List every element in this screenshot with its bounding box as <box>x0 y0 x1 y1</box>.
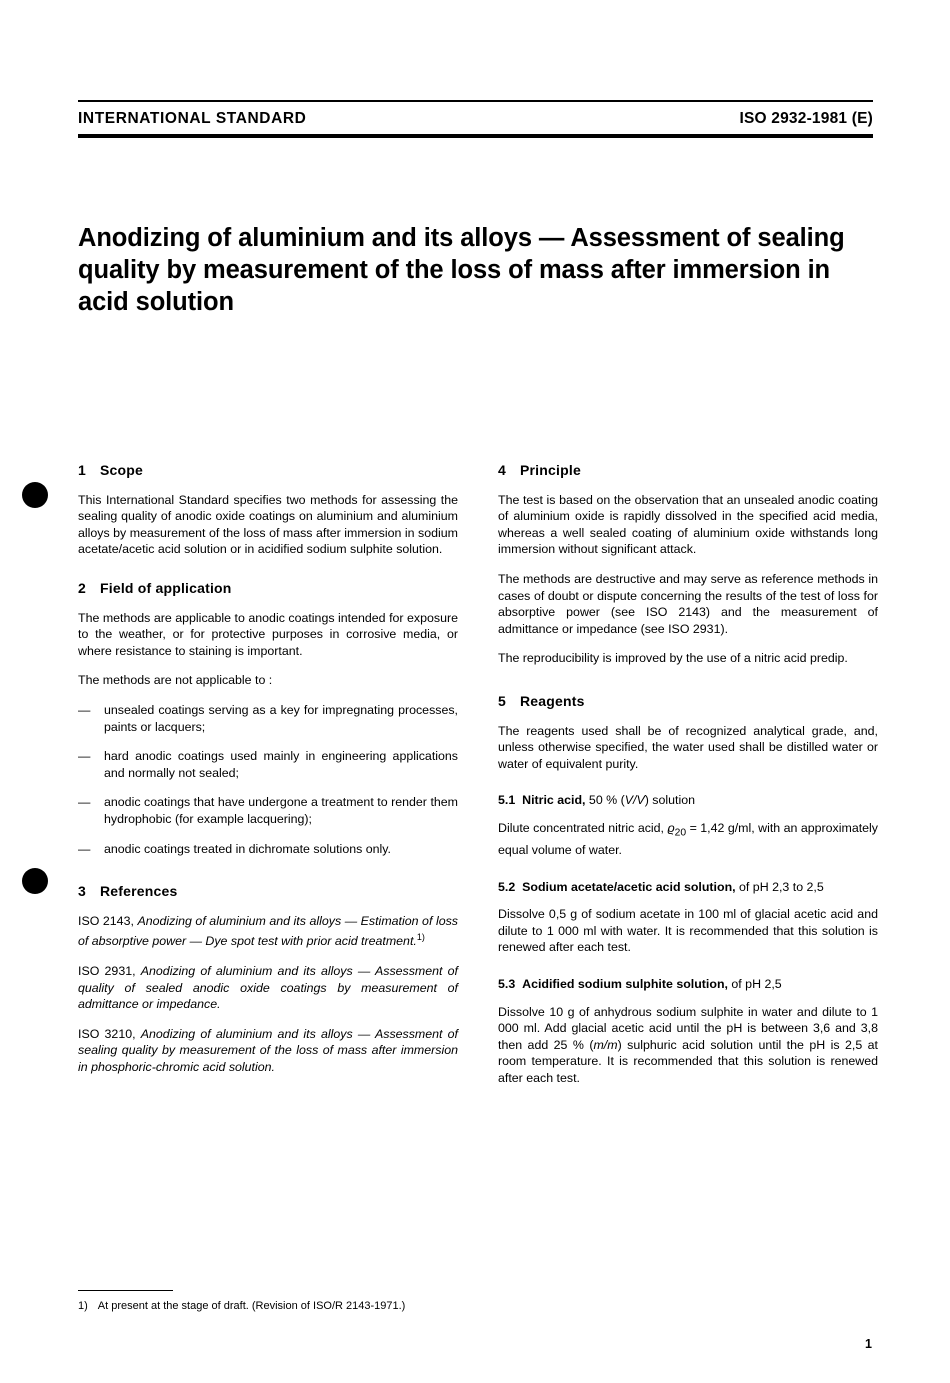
footnote-text: At present at the stage of draft. (Revision of ISO/R 2143-1971.) <box>97 1300 406 1312</box>
reference-entry <box>78 913 458 950</box>
subsection-title: Nitric acid, <box>522 793 586 808</box>
reference-entry <box>78 1026 458 1076</box>
body-columns <box>78 462 878 1100</box>
section-number: 2 <box>78 579 86 596</box>
section-heading-reagents <box>498 693 878 710</box>
dash-marker: — <box>78 702 91 717</box>
subsection-title-symbol: V/V <box>624 793 645 808</box>
section-title: References <box>100 883 178 900</box>
section-number: 1 <box>78 462 86 478</box>
reference-title: Anodizing of aluminium and its alloys — Assessment of sealing quality by measurement of the loss of mass after immersion in phosphoric-chromic acid solution. <box>78 1026 458 1074</box>
section-title: Field of application <box>100 579 232 596</box>
subsection-heading-nitric-acid <box>498 792 878 809</box>
subsection-title: Sodium acetate/acetic acid solution, <box>522 879 736 894</box>
section-title: Principle <box>520 462 581 478</box>
left-column <box>78 462 458 1100</box>
standard-number-label: ISO 2932-1981 (E) <box>739 110 873 127</box>
list-item <box>78 794 458 827</box>
margin-dot-icon <box>22 868 48 894</box>
reference-entry <box>78 963 458 1013</box>
principle-paragraph-2: The methods are destructive and may serve as reference methods in cases of doubt or dispute concerning the results of the test of loss for absorptive power (see ISO 2143) and the measurement of admittance or impedance (see ISO 2931). <box>498 571 878 636</box>
page-header <box>78 100 873 138</box>
list-item-text: anodic coatings treated in dichromate solutions only. <box>104 841 391 856</box>
section-number: 3 <box>78 883 86 900</box>
field-paragraph-2: The methods are not applicable to : <box>78 673 273 688</box>
reference-title: Anodizing of aluminium and its alloys — Estimation of loss of absorptive power — Dye spot test with prior acid treatment. <box>78 913 458 949</box>
mass-fraction-symbol: m/m <box>593 1037 618 1052</box>
list-item <box>78 702 458 735</box>
subsection-title-rest: of pH 2,3 to 2,5 <box>735 879 824 894</box>
list-item <box>78 841 458 858</box>
dash-marker: — <box>78 749 91 764</box>
subsection-title-rest: of pH 2,5 <box>727 976 782 991</box>
reference-title: Anodizing of aluminium and its alloys — Assessment of quality of sealed anodic oxide coatings by measurement of admittance or impedance. <box>78 964 458 1012</box>
footnote-reference-marker: 1) <box>416 932 425 943</box>
dash-marker: — <box>78 841 91 856</box>
subsection-number: 5.3 <box>498 976 516 991</box>
subsection-title: Acidified sodium sulphite solution, <box>522 976 728 991</box>
page-title: Anodizing of aluminium and its alloys — Assessment of sealing quality by measurement of the loss of mass after immersion in acid solution <box>78 224 845 316</box>
reagents-paragraph: The reagents used shall be of recognized analytical grade, and, unless otherwise specified, the water used shall be distilled water or water of equivalent purity. <box>498 723 878 771</box>
footnote-number: 1) <box>78 1300 88 1312</box>
section-heading-field-of-application <box>78 580 458 597</box>
section-title: Scope <box>100 462 144 478</box>
section-heading-scope <box>78 462 458 479</box>
field-paragraph-1: The methods are applicable to anodic coatings intended for exposure to the weather, or for protective purposes in corrosive media, or where resistance to staining is important. <box>78 610 458 658</box>
nitric-acid-body <box>498 820 878 859</box>
density-subscript: 20 <box>674 827 687 839</box>
subsection-heading-sodium-sulphite <box>498 976 878 993</box>
page-number: 1 <box>865 1337 872 1351</box>
footnote-rule <box>78 1290 173 1291</box>
list-item-text: anodic coatings that have undergone a treatment to render them hydrophobic (for example lacquering); <box>104 795 458 826</box>
section-title: Reagents <box>520 692 585 709</box>
list-item-text: unsealed coatings serving as a key for impregnating processes, paints or lacquers; <box>104 702 458 734</box>
footnote <box>78 1290 478 1314</box>
section-number: 5 <box>498 692 506 709</box>
dash-marker: — <box>78 795 91 810</box>
section-heading-principle <box>498 462 878 479</box>
subsection-title-rest: 50 % ( <box>585 793 625 808</box>
list-item <box>78 748 458 781</box>
header-row <box>78 110 873 134</box>
subsection-number: 5.2 <box>498 879 516 894</box>
body-pre: Dilute concentrated nitric acid, <box>498 820 668 835</box>
reference-lead: ISO 2143, <box>78 913 138 928</box>
sodium-sulphite-body <box>498 1004 878 1087</box>
section-number: 4 <box>498 462 506 478</box>
body-pre: Dissolve 10 g of anhydrous sodium sulphite in water and dilute to 1 000 ml. Add glacial acetic acid until the pH is between 3,6 and 3,8 then add 25 % ( <box>498 1004 878 1052</box>
list-item-text: hard anodic coatings used mainly in engineering applications and normally not sealed; <box>104 749 458 780</box>
sodium-acetate-body: Dissolve 0,5 g of sodium acetate in 100 ml of glacial acetic acid and dilute to 1 000 ml with water. It is recommended that this solution is renewed after each test. <box>498 907 878 955</box>
principle-paragraph-3: The reproducibility is improved by the use of a nitric acid predip. <box>498 651 848 666</box>
right-column <box>498 462 878 1100</box>
subsection-number: 5.1 <box>498 793 516 808</box>
body-post: = 1,42 g/ml, with an approximately equal volume of water. <box>498 820 878 857</box>
header-top-rule <box>78 100 873 102</box>
density-symbol: ϱ <box>667 820 675 835</box>
reference-lead: ISO 3210, <box>78 1026 141 1041</box>
margin-dot-icon <box>22 482 48 508</box>
header-bottom-rule <box>78 134 873 138</box>
section-heading-references <box>78 883 458 900</box>
principle-paragraph-1: The test is based on the observation that an unsealed anodic coating of aluminium oxide is rapidly dissolved in the specified acid media, whereas a well sealed coating of aluminium oxide withstands long immersion without significant attack. <box>498 492 878 557</box>
standard-type-label: INTERNATIONAL STANDARD <box>78 110 307 127</box>
reference-lead: ISO 2931, <box>78 964 141 978</box>
subsection-heading-sodium-acetate <box>498 879 878 896</box>
subsection-title-tail: ) solution <box>644 793 696 808</box>
body-post: ) sulphuric acid solution until the pH is 2,5 at room temperature. It is recommended that this solution is renewed after each test. <box>498 1037 878 1085</box>
scope-paragraph: This International Standard specifies two methods for assessing the sealing quality of anodic oxide coatings on aluminium and aluminium alloys by measurement of the loss of mass after immersion in sodium acetate/acetic acid solution or in acidified sodium sulphite solution. <box>78 492 458 557</box>
